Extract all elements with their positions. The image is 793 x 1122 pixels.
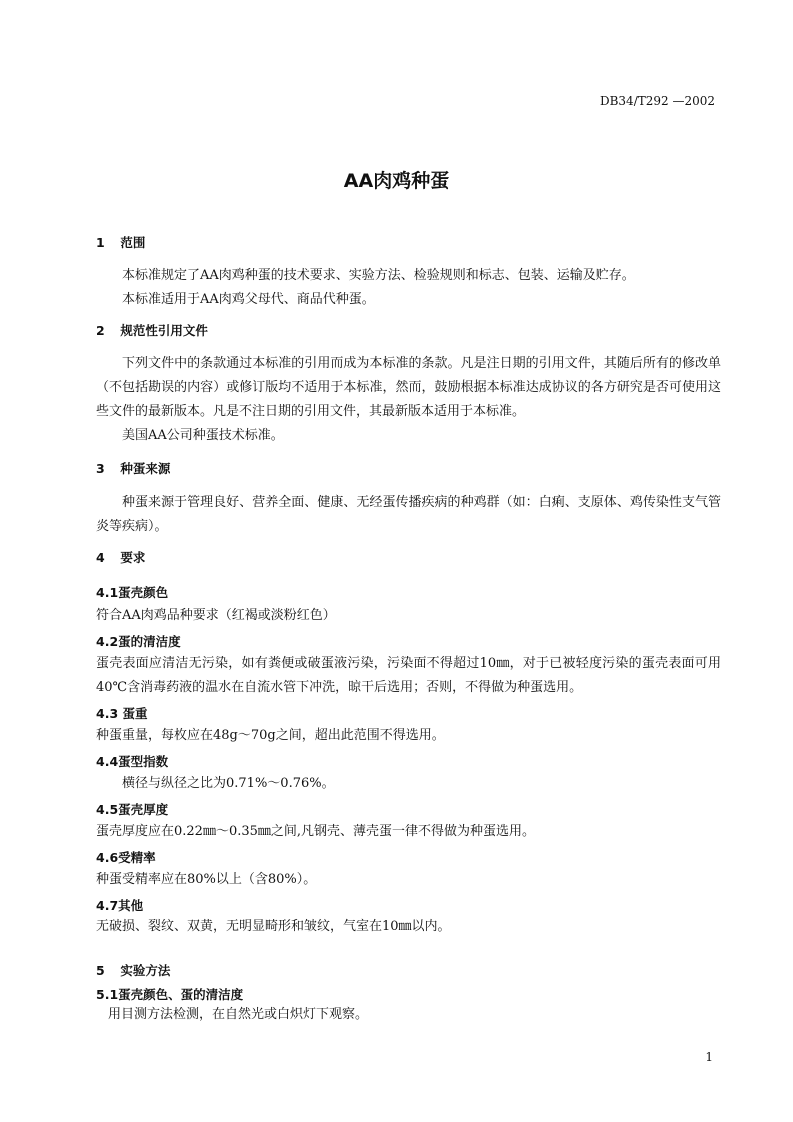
section-heading-requirements xyxy=(96,548,721,566)
paragraph: 蛋壳厚度应在0.22㎜～0.35㎜之间,凡钢壳、薄壳蛋一律不得做为种蛋选用。 xyxy=(96,824,536,839)
section-heading-test-methods xyxy=(96,961,721,979)
paragraph: 本标准适用于AA肉鸡父母代、商品代种蛋。 xyxy=(122,292,375,307)
section-number: 5 xyxy=(96,963,105,978)
page-title: AA肉鸡种蛋 xyxy=(343,170,450,192)
standard-code: DB34/T292 —2002 xyxy=(599,94,715,108)
subsection-title: 4.7其他 xyxy=(96,898,144,913)
paragraph: 美国AA公司种蛋技术标准。 xyxy=(122,428,284,443)
section-title: 规范性引用文件 xyxy=(120,323,208,338)
paragraph: 用目测方法检测，在自然光或白炽灯下观察。 xyxy=(108,1007,369,1022)
paragraph: 种蛋重量，每枚应在48g～70g之间，超出此范围不得选用。 xyxy=(96,728,445,743)
section-title: 实验方法 xyxy=(120,963,171,978)
section-number: 3 xyxy=(96,461,105,476)
paragraph: 无破损、裂纹、双黄，无明显畸形和皱纹，气室在10㎜以内。 xyxy=(96,919,451,934)
section-heading-source xyxy=(96,459,721,477)
section-heading-scope xyxy=(96,233,721,251)
section-number: 1 xyxy=(96,235,105,250)
section-title: 种蛋来源 xyxy=(120,461,171,476)
section-title: 要求 xyxy=(120,550,146,565)
subsection-title: 4.1蛋壳颜色 xyxy=(96,585,169,600)
section-title: 范围 xyxy=(120,235,146,250)
section-number: 2 xyxy=(96,323,105,338)
subsection-title: 4.4蛋型指数 xyxy=(96,754,169,769)
paragraph: 横径与纵径之比为0.71%～0.76%。 xyxy=(122,776,335,791)
paragraph: 蛋壳表面应清洁无污染，如有粪便或破蛋液污染，污染面不得超过10㎜，对于已被轻度污染的蛋壳表面可用40℃含消毒药液的温水在自流水管下冲洗，晾干后选用；否则，不得做为种蛋选用。 xyxy=(96,656,721,695)
paragraph: 种蛋来源于管理良好、营养全面、健康、无经蛋传播疾病的种鸡群（如：白痢、支原体、鸡传染性支气管炎等疾病）。 xyxy=(96,495,721,534)
paragraph: 本标准规定了AA肉鸡种蛋的技术要求、实验方法、检验规则和标志、包装、运输及贮存。 xyxy=(122,268,635,283)
subsection-title: 4.3 蛋重 xyxy=(96,706,148,721)
paragraph: 符合AA肉鸡品种要求（红褐或淡粉红色） xyxy=(96,608,336,623)
section-number: 4 xyxy=(96,550,105,565)
paragraph: 下列文件中的条款通过本标准的引用而成为本标准的条款。凡是注日期的引用文件，其随后所有的修改单（不包括勘误的内容）或修订版均不适用于本标准，然而，鼓励根据本标准达成协议的各方研究是否可使用这些文件的最新版本。凡是不注日期的引用文件，其最新版本适用于本标准。 xyxy=(96,356,721,419)
subsection-title: 5.1蛋壳颜色、蛋的清洁度 xyxy=(96,987,244,1002)
subsection-title: 4.5蛋壳厚度 xyxy=(96,802,169,817)
paragraph: 种蛋受精率应在80%以上（含80%）。 xyxy=(96,872,317,887)
section-heading-references xyxy=(96,321,721,339)
subsection-title: 4.2蛋的清洁度 xyxy=(96,634,181,649)
subsection-title: 4.6受精率 xyxy=(96,850,156,865)
page-number: 1 xyxy=(705,1050,713,1064)
